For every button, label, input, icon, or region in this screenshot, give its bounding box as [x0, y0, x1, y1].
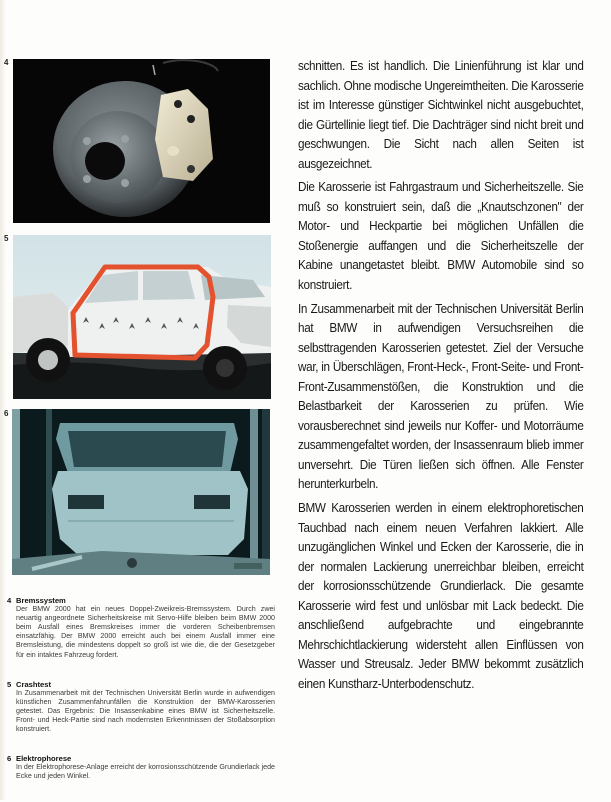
caption-4 — [7, 596, 275, 660]
body-text — [298, 57, 584, 699]
page-edge-shadow — [0, 0, 9, 800]
caption-number: 4 — [7, 596, 12, 605]
caption-text: In Zusammenarbeit mit der Technischen Universität Berlin wurde in aufwendigen künstlichen Zusammenfahrunfällen die Konstruktion der BMW-Karosserien getestet. Das Ergebnis: Die Insassenkabine eines BMW ist Sicherheitszelle. Front- und Heck-Partie sind nach modernsten Erkenntnissen der Stoßabsorption konstruiert. — [16, 688, 275, 734]
body-paragraph: Die Karosserie ist Fahrgastraum und Sicherheitszelle. Sie muß so konstruiert sein, daß die „Knautschzonen" der Motor- und Heckpartie bei möglichen Unfällen die Stoßenergie auffangen und die Sicherheitszelle der Kabine unangetastet bleibt. BMW Automobile sind so konstruiert. — [298, 180, 584, 293]
body-paragraph: schnitten. Es ist handlich. Die Linienführung ist klar und sachlich. Ohne modische Ungereimtheiten. Die Karosserie ist im Interesse günstiger Sichtwinkel nicht ausgebuchtet, die Gürtellinie liegt tief. Die Dachträger sind nicht breit und geschwungen. Die Sicht nach allen Seiten ist ausgezeichnet. — [298, 59, 584, 171]
caption-number: 5 — [7, 679, 12, 689]
caption-title: Bremssystem — [16, 596, 66, 605]
caption-title: Elektrophorese — [16, 754, 72, 764]
photo-brake-disc — [13, 59, 270, 223]
figure-number-6: 6 — [4, 409, 9, 418]
photo-electrophoresis — [12, 409, 270, 575]
caption-5 — [7, 680, 275, 735]
caption-6 — [7, 754, 275, 781]
caption-title: Crashtest — [16, 679, 52, 689]
figure-number-4: 4 — [4, 58, 9, 67]
caption-text: Der BMW 2000 hat ein neues Doppel-Zweikreis-Bremssystem. Durch zwei neuartig angeordnete Sicherheitskreise mit Servo-Hilfe bleiben beim BMW 2000 beim Ausfall eines Bremskreises immer die vorderen Scheibenbremsen einsatzfähig. Der BMW 2000 erreicht auch bei einem Ausfall immer eine Bremsleistung, die mindestens doppelt so groß ist wie die, die der Gesetzgeber für ein intaktes Fahrzeug fordert. — [16, 605, 275, 659]
caption-text: In der Elektrophorese-Anlage erreicht der korrosionsschützende Grundierlack jede Ecke und jeden Winkel. — [16, 763, 275, 781]
photo-crash-test — [13, 235, 271, 399]
caption-number: 6 — [7, 754, 12, 764]
body-paragraph: BMW Karosserien werden in einem elektrophoretischen Tauchbad nach einem neuen Verfahren lakkiert. Alle unzugänglichen Winkel und Ecken der Karosserie, die in der normalen Lackierung unerreichbar bleiben, erreicht der korrosionsschützende Grundierlack. Die gesamte Karosserie wird fest und unlösbar mit Lack bedeckt. Die anschließend aufgebrachte und eingebrannte Mehrschichtlackierung widersteht allen Einflüssen von Wasser und Streusalz. Jeder BMW bekommt zusätzlich einen Kunstharz-Unterbodenschutz. — [298, 501, 584, 691]
figure-captions — [7, 596, 275, 802]
figure-number-5: 5 — [4, 234, 9, 243]
body-paragraph: In Zusammenarbeit mit der Technischen Universität Berlin hat BMW in aufwendigen Versuchsreihen die selbsttragenden Karosserien getestet. Ziel der Versuche war, in Überschlägen, Front-Heck-, Front-Seite- und Front-Front-Zusammenstößen, die Konstruktion und die Belastbarkeit der Karosserien zu prüfen. Wie vorausberechnet sind jeweils nur Koffer- und Motorräume zusammengefaltet worden, der Insassenraum blieb immer unversehrt. Die Türen ließen sich öffnen. Alle Fenster herunterkurbeln. — [298, 301, 584, 492]
